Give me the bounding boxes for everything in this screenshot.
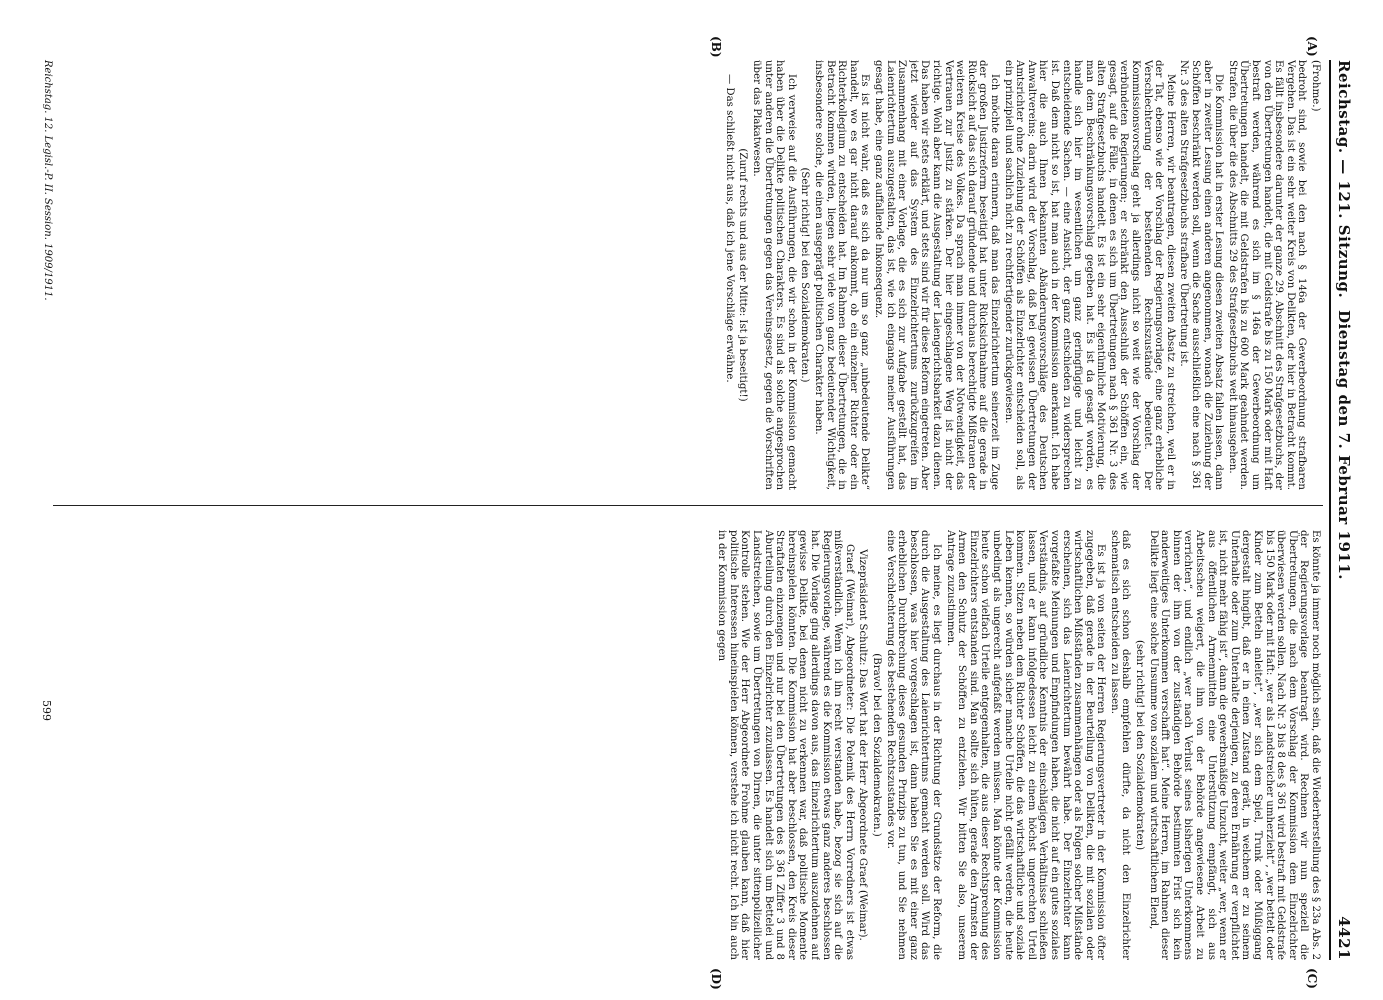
- margin-marker-a: (A): [1305, 36, 1319, 57]
- left-column: [66, 60, 1321, 490]
- speaker-announcement: Vizepräsident Schultz: Das Wort hat der Herr Abgeordnete Graef (Weimar).: [857, 549, 869, 941]
- speaker-note: (Frohme.): [1310, 60, 1321, 112]
- column-divider: [53, 505, 1323, 506]
- paragraph: Ich meine, es liegt durchaus in der Richtung der Grundsätze der Reform, die durch die Ausgestaltung des Laienrichtertums gemacht werden soll. Wird das beschlossen, was hier vorgeschlagen ist, dann haben Sie es mit einer ganz erheblichen Durchbrechung dieses gesunden Prinzips zu tun, und Sie nehmen eine Verschlechterung des bestehenden Rechtszustandes vor.: [884, 530, 942, 960]
- page-header: [1331, 60, 1353, 960]
- header-rule: [1329, 60, 1331, 960]
- paragraph: Ich möchte daran erinnern, daß man das Einzelrichtertum seinerzeit im Zuge der großen Justizreform beseitigt hat unter Rücksichtnahme auf die gerade in Rücksicht auf das sich darauf gründende und durchaus berechtigte Mißtrauen der weiteren Kreise des Volkes. Da sprach man immer von der Notwendigkeit, das Vertrauen zur Justiz zu stärken. Der hier eingeschlagene Weg ist nicht der richtige. Wohl aber kann die Ausgestaltung der Laiengerichtsbarkeit dazu dienen. Das haben wir stets erklärt, und stets sind wir für diese Reform eingetreten. Aber jetzt wieder auf das System des Einzelrichtertums zurückzugreifen im Zusammenhang mit einer Vorlage, die es sich zur Aufgabe gestellt hat, das Laienrichtertum auszugestalten, das ist, wie ich eingangs meiner Ausführungen gesagt habe, eine ganz auffallende Inkonsequenz.: [873, 60, 1000, 490]
- paragraph: — Das schließt nicht aus, daß ich jene Vorschläge erwähne.: [723, 74, 735, 383]
- right-column: [66, 530, 1321, 960]
- paragraph: Es ist nicht wahr, daß es sich da nur um so ganz „unbedeutende Delikte“ handelt, wo es gar nicht darauf ankommt, ob ein einzelner Richter oder ein Richterkollegium zu entscheiden hat. Im Rahmen dieser Übertretungen, die in Betracht kommen würden, liegen sehr viele von ganz bedeutender Wichtigkeit, insbesondere solche, die einen ausgeprägt politischen Charakter haben.: [813, 60, 871, 490]
- interjection: (Sehr richtig! bei den Sozialdemokraten.): [799, 167, 811, 383]
- paragraph: Es könnte ja immer noch möglich sein, daß die Wiederherstellung des § 23a Abs. 2 der Regierungsvorlage beantragt wird. Rechnen wir nun speziell die Übertretungen, die nach dem Vorschlag der Kommission dem Einzelrichter überwiesen werden sollen. Nach Nr. 3 bis 8 des § 361 wird bestraft mit Geldstrafe bis 150 Mark oder mit Haft: „wer als Landstreicher umherzieht“, „wer bettelt oder Kinder zum Betteln anleitet“, „wer sich dem Spiel, Trunk oder Müßiggang dergestalt hingibt, daß er in einen Zustand gerät, in welchem er zu seinem Unterhalte oder zum Unterhalte derjenigen, zu deren Ernährung er verpflichtet ist, nicht mehr fähig ist“, dann die gewerbsmäßige Unzucht, weiter „wer, wenn er aus öffentlichen Armenmitteln eine Unterstützung empfängt, sich aus Arbeitsscheu weigert, die ihm von der Behörde angewiesene Arbeit zu verrichten“, und endlich „wer nach Verlust seines bisherigen Unterkommens binnen der ihm von der zuständigen Behörde bestimmten Frist sich kein anderweitiges Unterkommen verschafft hat“. Meine Herren, im Rahmen dieser Delikte liegt eine solche Unsumme von sozialem und wirtschaftlichem Elend,: [1147, 530, 1321, 960]
- paragraph: Ich verweise auf die Ausführungen, die wir schon in der Kommission gemacht haben über die Delikte politischen Charakters. Es sind als solche angesprochen unter anderen die Übertretungen gegen das Vereinsgesetz, gegen die Vorschriften über das Plakatwesen.: [751, 60, 797, 490]
- header-page-number: 4421: [1335, 916, 1353, 960]
- page-footer: Reichstag. 12. Legisl.-P. II. Session. 1909/1911.: [42, 60, 53, 301]
- margin-marker-d: (D): [709, 968, 723, 990]
- margin-marker-c: (C): [1305, 968, 1319, 989]
- interjection: (Bravo! bei den Sozialdemokraten.): [871, 653, 883, 837]
- bottom-page-number: 599: [40, 700, 53, 721]
- paragraph: Die Kommission hat in erster Lesung diesen zweiten Absatz fallen lassen, dann aber in zweiter Lesung einen anderen angenommen, wonach die Zuziehung der Schöffen beschränkt werden soll, wenn die Sache ausschließlich eine nach § 361 Nr. 3 des alten Strafgesetzbuchs strafbare Übertretung ist.: [1178, 60, 1225, 490]
- paragraph: Es ist ja von seiten der Herren Regierungsvertreter in der Kommission öfter zugegeben, daß gerade in der Beurteilung von Delikten, die mit sozialen oder wirtschaftlichen Mißständen zusammenhängen oder als Folgen solcher Mißstände erscheinen, sich das Laienrichtertum bewährt habe. Der Einzelrichter kann vorgefaßte Meinungen und Empfindungen haben, die nicht auf ein gutes soziales Verständnis, auf gründliche Kenntnis der einschlägigen Verhältnisse schließen lassen, und er kann infolgedessen leicht zu einem höchst ungerechten Urteil kommen. Sitzen neben dem Richter Schöffen, die das wirtschaftliche und soziale Leben kennen, so würden sicher manche Urteile nicht gefällt werden, die heute unbedingt als ungerecht aufgefaßt werden müssen. Man könnte der Kommission heute schon vielfach Urteile entgegenhalten, die aus dieser Rechtsprechung des Einzelrichters entstanden sind. Man sollte sich hüten, gerade den Armsten der Armen den Schutz der Schöffen zu entziehen. Wir bitten Sie also, unserem Antrage zuzustimmen.: [944, 530, 1107, 960]
- header-date: Dienstag den 7. Februar 1911.: [1335, 310, 1353, 580]
- paragraph: daß es sich schon deshalb empfehlen dürfte, da nicht den Einzelrichter schematisch entscheiden zu lassen.: [1108, 530, 1132, 960]
- margin-marker-b: (B): [709, 36, 723, 58]
- paragraph: Graef (Weimar), Abgeordneter: Die Polemik des Herrn Vorredners ist etwas mißverständlich. Wenn ich ihn recht verstanden habe, bezog sie sich auf die Regierungsvorlage, während es die Kommission etwas ganz anderes beschlossen hat. Die Vorlage ging allerdings davon aus, das Einzelrichtertum auszudehnen auf gewisse Delikte, bei denen nicht zu verkennen war, daß politische Momente hereinspielen könnten. Die Kommission hat aber beschlossen, den Kreis dieser Straftaten einzuengen und nur bei den Übertretungen des § 361 Ziffer 3 und 8 Aburteilung durch den Einzelrichter zuzulassen. Es handelt sich um Bettelei und Landstreichen, sowie um Übertretungen von Dirnen, die unter sittenpolizeilicher Kontrolle stehen. Wie der Herr Abgeordnete Frohme glauben kann, daß hier politische Interessen hineinspielen können, verstehe ich nicht recht. Ich bin auch in der Kommission gegen: [716, 530, 855, 960]
- header-session: Reichstag. — 121. Sitzung.: [1335, 60, 1353, 299]
- interjection: (sehr richtig! bei den Sozialdemokraten): [1134, 639, 1146, 851]
- paragraph: bedroht sind, sowie bei den nach § 146a der Gewerbeordnung strafbaren Vergehen. Das ist ein sehr weiter Kreis von Delikten, der hier in Betracht kommt. Es fällt insbesondere darunter der ganze 29. Abschnitt des Strafgesetzbuchs, der von den Übertretungen handelt, die mit Geldstrafe bis zu 150 Mark oder mit Haft bestraft werden, während es sich im § 146a der Gewerbeordnung um Übertretungen handelt, die mit Geldstrafen bis zu 600 Mark geahndet werden. Strafen, die über die des Abschnitts 29 des Strafgesetzbuchs weit hinausgehen.: [1226, 60, 1308, 490]
- paragraph: Meine Herren, wir beantragen, diesen zweiten Absatz zu streichen, weil er in der Tat, ebenso wie der Vorschlag der Regierungsvorlage, eine ganz erhebliche Verschlechterung der bestehenden Rechtszustände bedeutet. Der Kommissionsvorschlag geht ja allerdings nicht so weit wie der Vorschlag der verbündeten Regierungen; er schränkt den Ausschluß der Schöffen ein, wie gesagt, auf die Fälle, in denen es sich um Übertretungen nach § 361 Nr. 3 des alten Strafgesetzbuchs handelt. Es ist ein sehr eigentümliche Motivierung, die man dem Beschränkungsvorschlag gegeben hat. Es ist da gesagt worden, es handle sich hier im wesentlichen um ganz geringfügige und leicht zu entscheidende Sachen. — eine Ansicht, der ganz entschieden zu widersprechen ist. Daß dem nicht so ist, hat man auch in der Kommission anerkannt. Ich habe hier die auch Ihnen bekannten Abänderungsvorschläge des Deutschen Anwaltvereins; darin wird der Vorschlag, daß bei gewissen Übertretungen der Amtsrichter ohne Zuziehung der Schöffen als Einzelrichter entscheiden soll, als ein prinzipiell und sachlich nicht zu rechtfertigender zurückgewiesen.: [1002, 60, 1176, 490]
- interjection: (Zuruf rechts und aus der Mitte: Ist ja beseitigt!): [737, 148, 749, 402]
